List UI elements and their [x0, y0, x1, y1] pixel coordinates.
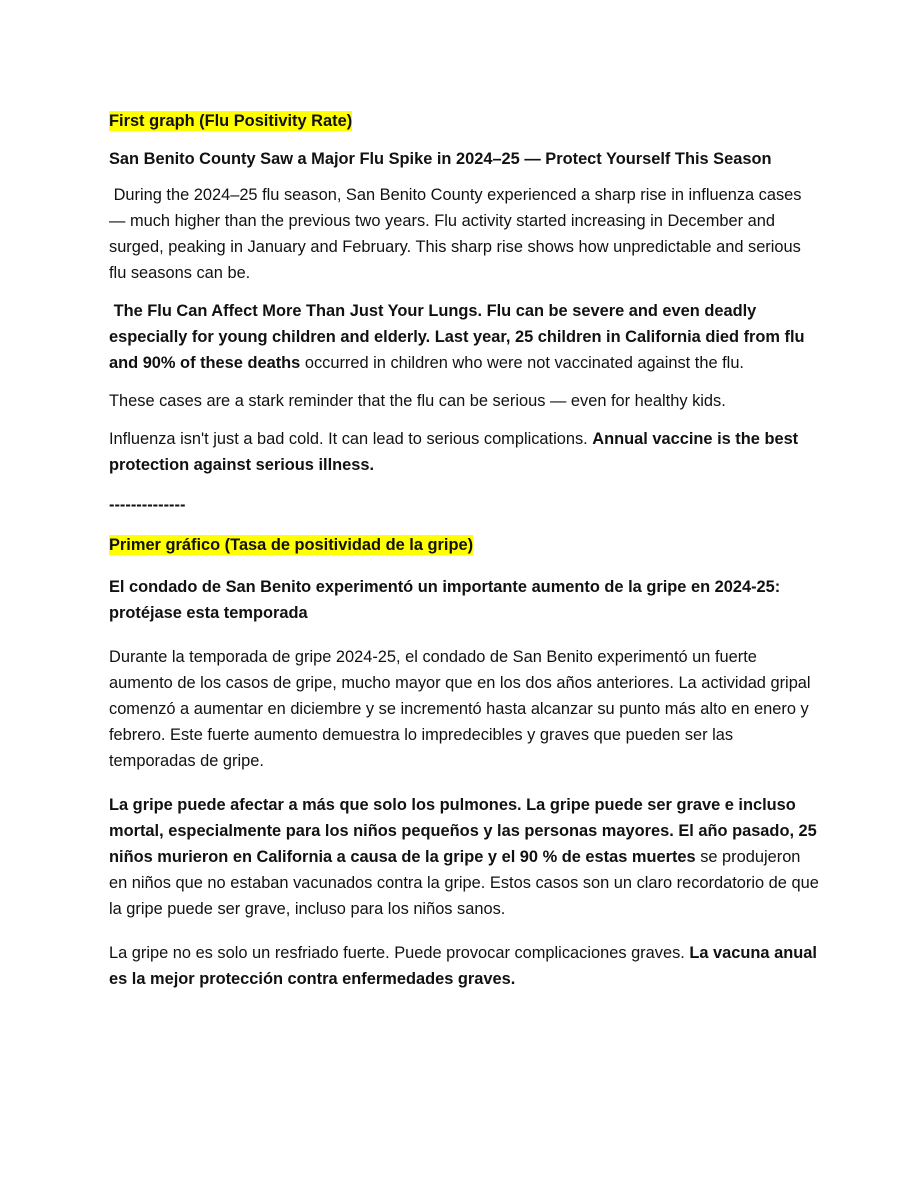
spanish-closing-regular: La gripe no es solo un resfriado fuerte. Puede provocar complicaciones graves. — [109, 944, 690, 962]
spanish-closing-paragraph — [109, 940, 821, 992]
english-warning-regular: occurred in children who were not vaccinated against the flu. — [300, 354, 744, 372]
spanish-section-label-text: Primer gráfico (Tasa de positividad de la gripe) — [109, 536, 474, 554]
section-separator: -------------- — [109, 496, 186, 514]
spanish-closing-bold: La vacuna anual es la mejor protección contra enfermedades graves. — [109, 944, 822, 988]
english-warning-paragraph — [109, 298, 821, 376]
spanish-warning-regular: se produjeron en niños que no estaban vacunados contra la gripe. Estos casos son un claro recordatorio de que la gripe puede ser grave, incluso para los niños sanos. — [109, 848, 824, 918]
english-closing-paragraph — [109, 426, 821, 478]
spanish-intro-paragraph: Durante la temporada de gripe 2024-25, el condado de San Benito experimentó un fuerte aumento de los casos de gripe, mucho mayor que en los dos años anteriores. La actividad gripal comenzó a aumentar en diciembre y se incrementó hasta alcanzar su punto más alto en enero y febrero. Este fuerte aumento demuestra lo impredecibles y graves que pueden ser las temporadas de gripe. — [109, 648, 811, 770]
english-closing-regular: Influenza isn't just a bad cold. It can lead to serious complications. — [109, 430, 593, 448]
document-page — [109, 108, 824, 992]
english-reminder-paragraph: These cases are a stark reminder that the flu can be serious — even for healthy kids. — [109, 392, 726, 410]
english-headline: San Benito County Saw a Major Flu Spike in 2024–25 — Protect Yourself This Season — [109, 150, 772, 168]
spanish-headline: El condado de San Benito experimentó un importante aumento de la gripe en 2024-25: protéjase esta temporada — [109, 578, 781, 622]
spanish-section-label — [109, 532, 821, 558]
english-section-label — [109, 108, 821, 134]
spanish-warning-bold: La gripe puede afectar a más que solo los pulmones. La gripe puede ser grave e incluso mortal, especialmente para los niños pequeños y las personas mayores. El año pasado, 25 niños murieron en California a causa de la gripe y el 90 % de estas muertes — [109, 796, 822, 866]
spanish-warning-paragraph — [109, 792, 824, 922]
english-section-label-text: First graph (Flu Positivity Rate) — [109, 112, 353, 130]
english-closing-bold: Annual vaccine is the best protection against serious illness. — [109, 430, 803, 474]
english-warning-bold: The Flu Can Affect More Than Just Your Lungs. Flu can be severe and even deadly especially for young children and elderly. Last year, 25 children in California died from flu and 90% of these deaths — [109, 302, 810, 372]
english-intro-paragraph: During the 2024–25 flu season, San Benito County experienced a sharp rise in influenza cases — much higher than the previous two years. Flu activity started increasing in December and surged, peaking in January and February. This sharp rise shows how unpredictable and serious flu seasons can be. — [109, 186, 807, 282]
